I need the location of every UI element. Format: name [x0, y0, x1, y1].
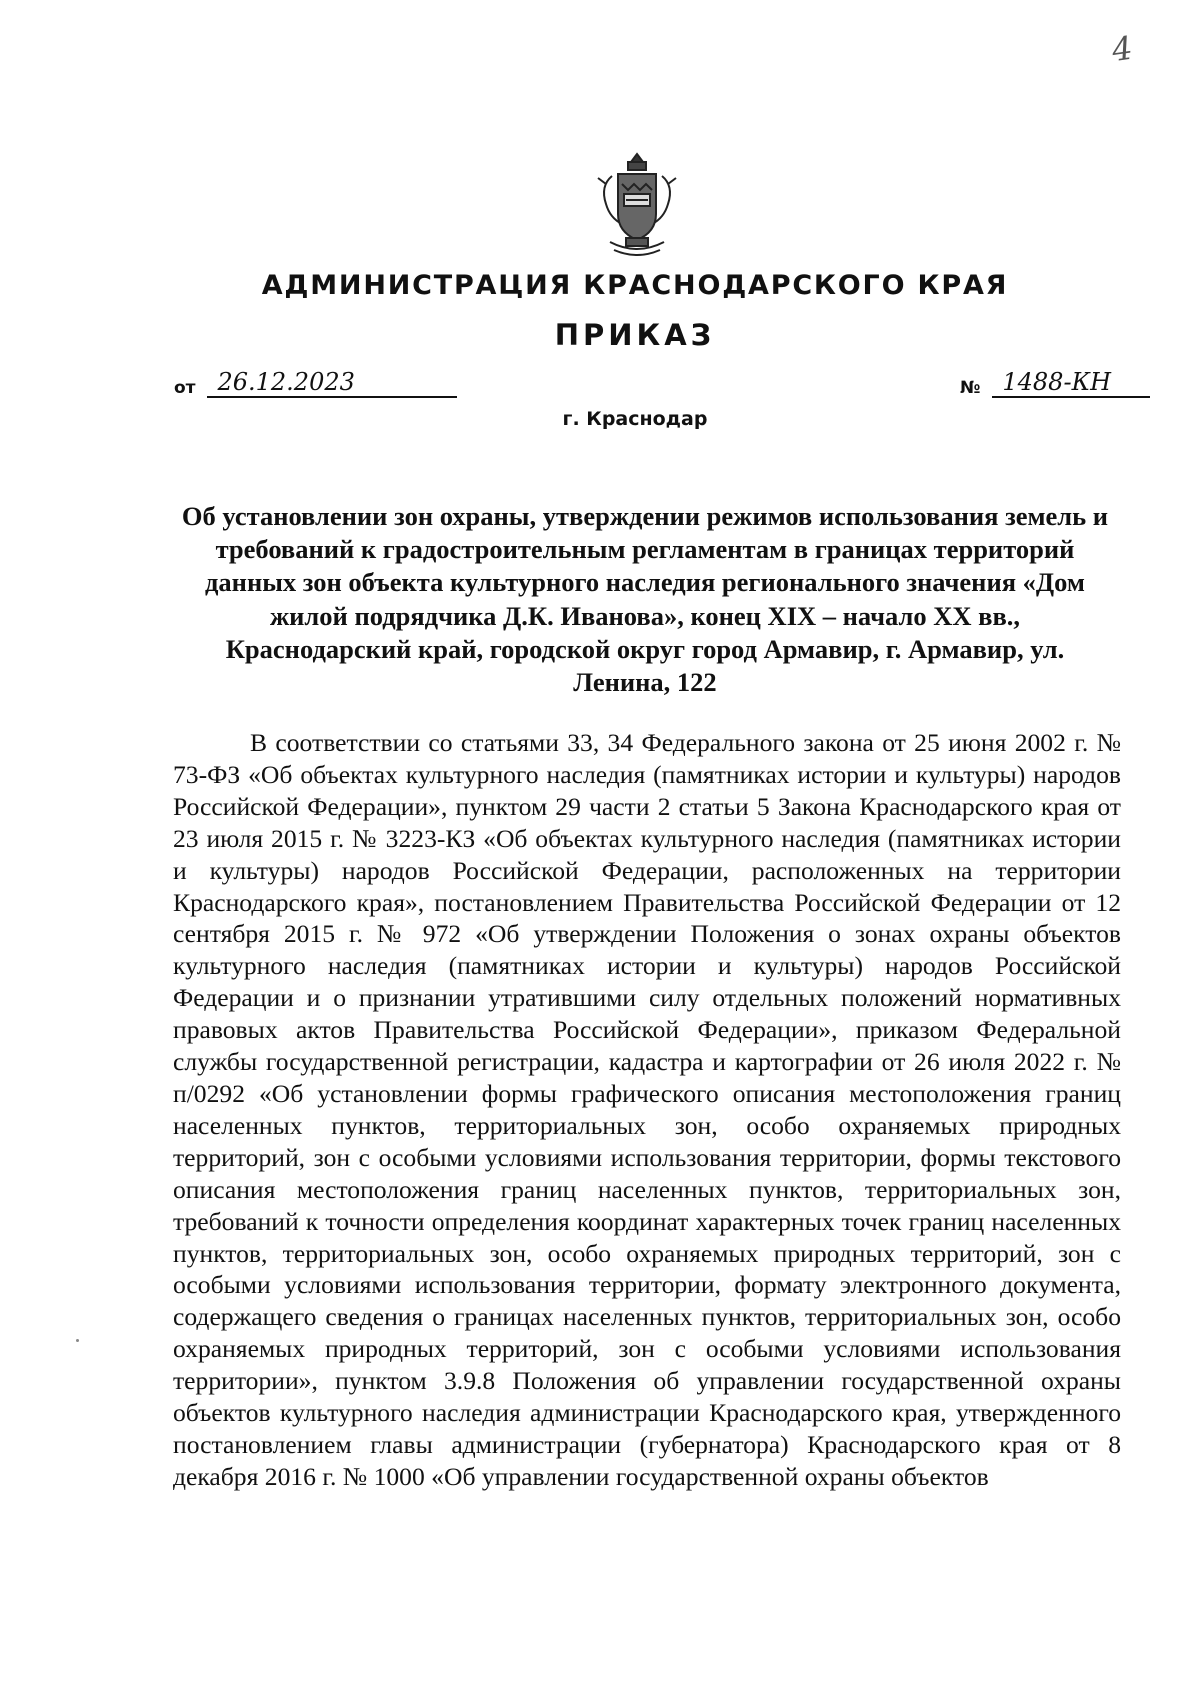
number-value: 1488-КН: [1002, 368, 1112, 396]
date-block: [174, 368, 457, 398]
date-prefix: от: [174, 378, 196, 398]
body-paragraph: В соответствии со статьями 33, 34 Федерального закона от 25 июня 2002 г. № 73-ФЗ «Об объектах культурного наследия (памятниках истории и культуры) народов Российской Федерации», пунктом 29 части 2 статьи 5 Закона Краснодарского края от 23 июля 2015 г. № 3223-КЗ «Об объектах культурного наследия (памятниках истории и культуры) народов Российской Федерации, расположенных на территории Краснодарского края», постановлением Правительства Российской Федерации от 12 сентября 2015 г. № 972 «Об утверждении Положения о зонах охраны объектов культурного наследия (памятниках истории и культуры) народов Российской Федерации и о признании утратившими силу отдельных положений нормативных правовых актов Правительства Российской Федерации», приказом Федеральной службы государственной регистрации, кадастра и картографии от 26 июля 2022 г. № п/0292 «Об установлении формы графического описания местоположения границ населенных пунктов, территориальных зон, особо охраняемых природных территорий, зон с особыми условиями использования территории, формы текстового описания местоположения границ населенных пунктов, территориальных зон, требований к точности определения координат характерных точек границ населенных пунктов, территориальных зон, особо охраняемых природных территорий, зон с особыми условиями использования территории, формату электронного документа, содержащего сведения о границах населенных пунктов, территориальных зон, особо охраняемых природных территорий, зон с особыми условиями использования территории», пунктом 3.9.8 Положения об управлении государственной охраны объектов культурного наследия администрации Краснодарского края, утвержденного постановлением главы администрации (губернатора) Краснодарского края от 8 декабря 2016 г. № 1000 «Об управлении государственной охраны объектов: [173, 728, 1121, 1491]
number-block: [960, 368, 1150, 398]
city-name: г. Краснодар: [562, 408, 708, 430]
number-prefix: №: [960, 378, 981, 398]
organization-name: АДМИНИСТРАЦИЯ КРАСНОДАРСКОГО КРАЯ: [261, 270, 1009, 301]
date-value: 26.12.2023: [217, 368, 355, 396]
document-type: ПРИКАЗ: [554, 318, 716, 352]
handwritten-page-number: 4: [1109, 28, 1135, 70]
scan-speck: [76, 1339, 79, 1342]
number-line: [992, 368, 1150, 398]
coat-of-arms-emblem: [592, 150, 682, 262]
document-title: Об установлении зон охраны, утверждении режимов использования земель и требований к градостроительным регламентам в границах территорий данных зон объекта культурного наследия регионального значения «Дом жилой подрядчика Д.К. Иванова», конец XIX – начало XX вв., Краснодарский край, городской округ город Армавир, г. Армавир, ул. Ленина, 122: [181, 501, 1109, 698]
date-line: [207, 368, 457, 398]
